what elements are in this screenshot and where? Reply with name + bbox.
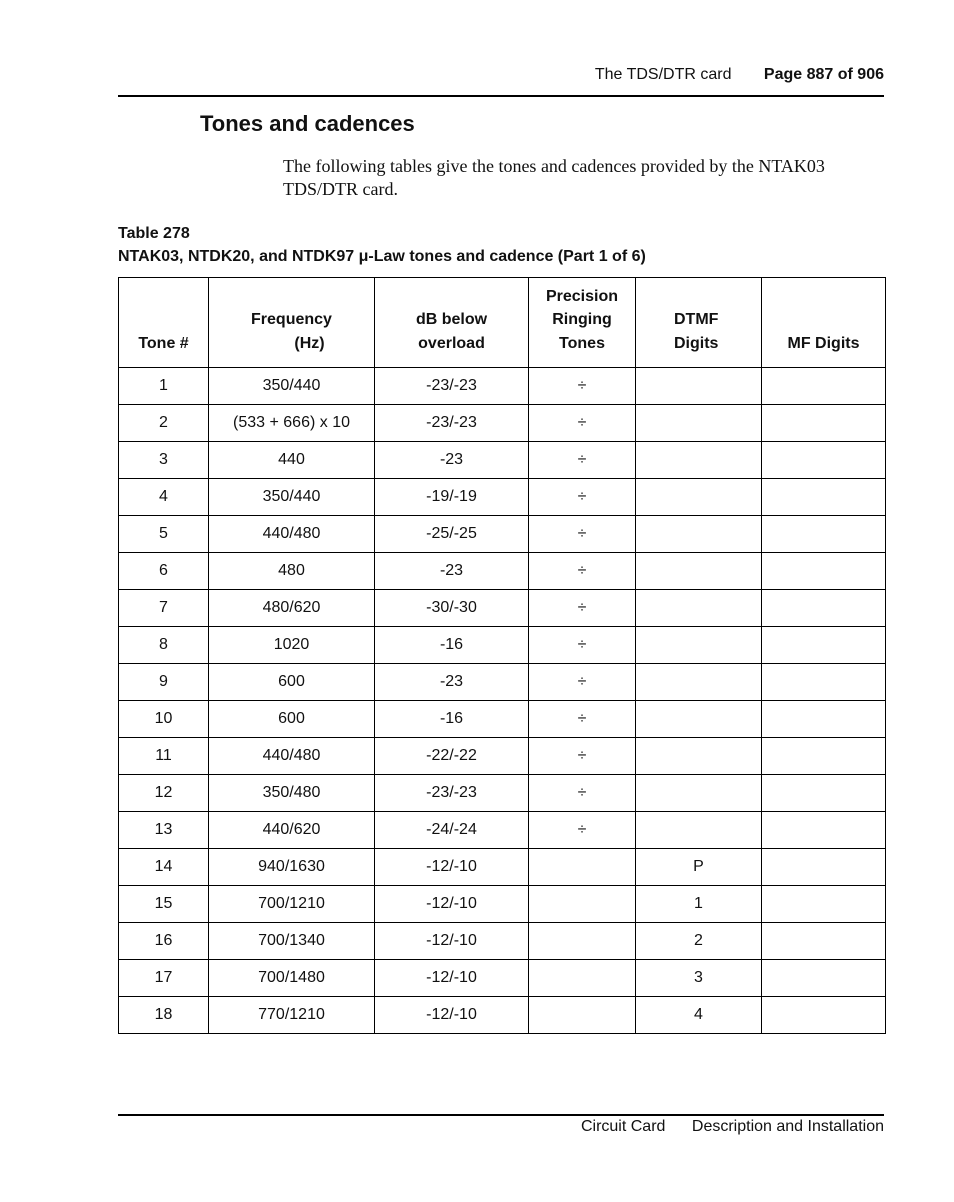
cell-prt: ÷	[529, 627, 636, 664]
cell-dtmf	[636, 516, 762, 553]
cell-mf	[762, 590, 886, 627]
header-dtmf-line1: DTMF	[674, 311, 719, 328]
cell-mf	[762, 442, 886, 479]
cell-prt: ÷	[529, 516, 636, 553]
page-header	[118, 66, 884, 86]
header-frequency-line2: (Hz)	[294, 334, 325, 352]
table-row	[119, 849, 886, 886]
cell-freq: 700/1210	[209, 886, 375, 923]
table-row	[119, 997, 886, 1034]
table-row	[119, 775, 886, 812]
cell-freq: (533 + 666) x 10	[209, 405, 375, 442]
header-rule	[118, 95, 884, 97]
cell-tone: 7	[119, 590, 209, 627]
cell-mf	[762, 923, 886, 960]
page-footer	[118, 1118, 884, 1136]
cell-tone: 3	[119, 442, 209, 479]
cell-dtmf: P	[636, 849, 762, 886]
header-db-line1: dB below	[415, 311, 488, 328]
cell-prt	[529, 997, 636, 1034]
cell-db: -30/-30	[375, 590, 529, 627]
cell-mf	[762, 405, 886, 442]
cell-db: -19/-19	[375, 479, 529, 516]
cell-mf	[762, 479, 886, 516]
table-row	[119, 701, 886, 738]
cell-tone: 17	[119, 960, 209, 997]
table-row	[119, 590, 886, 627]
cell-dtmf	[636, 590, 762, 627]
cell-prt: ÷	[529, 442, 636, 479]
cell-tone: 4	[119, 479, 209, 516]
cell-db: -12/-10	[375, 960, 529, 997]
table-row	[119, 627, 886, 664]
cell-mf	[762, 775, 886, 812]
tones-table	[118, 277, 886, 1034]
cell-tone: 10	[119, 701, 209, 738]
cell-freq: 440/480	[209, 516, 375, 553]
cell-mf	[762, 627, 886, 664]
header-page-number: Page 887 of 906	[763, 66, 884, 83]
cell-tone: 8	[119, 627, 209, 664]
cell-mf	[762, 368, 886, 405]
table-row	[119, 442, 886, 479]
table-caption	[118, 222, 646, 268]
cell-prt	[529, 849, 636, 886]
cell-dtmf	[636, 627, 762, 664]
cell-db: -23/-23	[375, 368, 529, 405]
cell-tone: 18	[119, 997, 209, 1034]
cell-freq: 350/440	[209, 368, 375, 405]
cell-mf	[762, 849, 886, 886]
cell-prt: ÷	[529, 738, 636, 775]
table-title: NTAK03, NTDK20, and NTDK97 μ-Law tones and cadence (Part 1 of 6)	[118, 248, 646, 265]
cell-freq: 940/1630	[209, 849, 375, 886]
intro-paragraph: The following tables give the tones and cadences provided by the NTAK03 TDS/DTR card.	[283, 156, 825, 199]
header-section: The TDS/DTR card	[594, 66, 732, 83]
cell-mf	[762, 886, 886, 923]
cell-prt: ÷	[529, 775, 636, 812]
header-precision-ringing	[529, 278, 636, 368]
cell-tone: 13	[119, 812, 209, 849]
cell-freq: 600	[209, 664, 375, 701]
cell-prt: ÷	[529, 664, 636, 701]
cell-db: -16	[375, 701, 529, 738]
header-dtmf	[636, 278, 762, 368]
header-dtmf-line2: Digits	[674, 334, 719, 352]
footer-part1: Circuit Card	[580, 1118, 666, 1135]
header-mf	[762, 278, 886, 368]
cell-tone: 6	[119, 553, 209, 590]
cell-db: -22/-22	[375, 738, 529, 775]
cell-prt: ÷	[529, 479, 636, 516]
cell-tone: 1	[119, 368, 209, 405]
cell-prt: ÷	[529, 812, 636, 849]
cell-db: -16	[375, 627, 529, 664]
cell-db: -12/-10	[375, 923, 529, 960]
cell-mf	[762, 812, 886, 849]
cell-db: -23	[375, 553, 529, 590]
table-row	[119, 405, 886, 442]
cell-mf	[762, 553, 886, 590]
table-row	[119, 553, 886, 590]
header-prt-line2: Ringing	[552, 311, 612, 328]
cell-mf	[762, 664, 886, 701]
cell-tone: 11	[119, 738, 209, 775]
cell-prt	[529, 886, 636, 923]
cell-dtmf	[636, 368, 762, 405]
cell-freq: 700/1340	[209, 923, 375, 960]
cell-freq: 440	[209, 442, 375, 479]
header-tone-label: Tone #	[138, 334, 189, 352]
cell-dtmf	[636, 664, 762, 701]
cell-tone: 14	[119, 849, 209, 886]
table-number: Table 278	[118, 225, 190, 242]
table-row	[119, 479, 886, 516]
cell-dtmf	[636, 442, 762, 479]
cell-db: -23/-23	[375, 775, 529, 812]
table-row	[119, 368, 886, 405]
table-row	[119, 886, 886, 923]
cell-prt	[529, 960, 636, 997]
table-row	[119, 664, 886, 701]
cell-freq: 480/620	[209, 590, 375, 627]
cell-db: -23	[375, 664, 529, 701]
cell-db: -23/-23	[375, 405, 529, 442]
cell-dtmf: 3	[636, 960, 762, 997]
cell-db: -12/-10	[375, 886, 529, 923]
cell-prt: ÷	[529, 590, 636, 627]
cell-freq: 770/1210	[209, 997, 375, 1034]
cell-tone: 16	[119, 923, 209, 960]
cell-prt: ÷	[529, 368, 636, 405]
cell-freq: 350/440	[209, 479, 375, 516]
cell-dtmf	[636, 775, 762, 812]
cell-prt: ÷	[529, 553, 636, 590]
cell-dtmf: 1	[636, 886, 762, 923]
header-mf-label: MF Digits	[787, 334, 860, 352]
cell-freq: 700/1480	[209, 960, 375, 997]
cell-dtmf	[636, 812, 762, 849]
header-prt-line3: Tones	[559, 334, 605, 352]
cell-tone: 12	[119, 775, 209, 812]
table-row	[119, 960, 886, 997]
cell-prt	[529, 923, 636, 960]
cell-freq: 440/620	[209, 812, 375, 849]
cell-dtmf	[636, 701, 762, 738]
cell-freq: 350/480	[209, 775, 375, 812]
header-frequency	[209, 278, 375, 368]
section-title: Tones and cadences	[200, 111, 415, 136]
cell-dtmf: 4	[636, 997, 762, 1034]
footer-part2: Description and Installation	[691, 1118, 884, 1135]
cell-tone: 2	[119, 405, 209, 442]
cell-freq: 1020	[209, 627, 375, 664]
cell-prt: ÷	[529, 701, 636, 738]
cell-db: -12/-10	[375, 997, 529, 1034]
table-row	[119, 738, 886, 775]
cell-dtmf	[636, 479, 762, 516]
cell-freq: 600	[209, 701, 375, 738]
cell-dtmf	[636, 738, 762, 775]
cell-prt: ÷	[529, 405, 636, 442]
table-row	[119, 812, 886, 849]
cell-mf	[762, 997, 886, 1034]
table-header-row	[119, 278, 886, 368]
header-prt-line1: Precision	[545, 287, 619, 305]
cell-dtmf	[636, 553, 762, 590]
footer-rule	[118, 1114, 884, 1116]
cell-tone: 15	[119, 886, 209, 923]
cell-db: -25/-25	[375, 516, 529, 553]
cell-dtmf: 2	[636, 923, 762, 960]
cell-mf	[762, 738, 886, 775]
cell-db: -24/-24	[375, 812, 529, 849]
cell-freq: 480	[209, 553, 375, 590]
header-frequency-line1: Frequency	[251, 311, 332, 328]
cell-mf	[762, 960, 886, 997]
header-db-line2: overload	[418, 334, 485, 352]
cell-db: -23	[375, 442, 529, 479]
table-row	[119, 923, 886, 960]
cell-freq: 440/480	[209, 738, 375, 775]
cell-dtmf	[636, 405, 762, 442]
header-tone	[119, 278, 209, 368]
cell-mf	[762, 701, 886, 738]
cell-mf	[762, 516, 886, 553]
cell-tone: 5	[119, 516, 209, 553]
cell-db: -12/-10	[375, 849, 529, 886]
header-db	[375, 278, 529, 368]
cell-tone: 9	[119, 664, 209, 701]
table-row	[119, 516, 886, 553]
